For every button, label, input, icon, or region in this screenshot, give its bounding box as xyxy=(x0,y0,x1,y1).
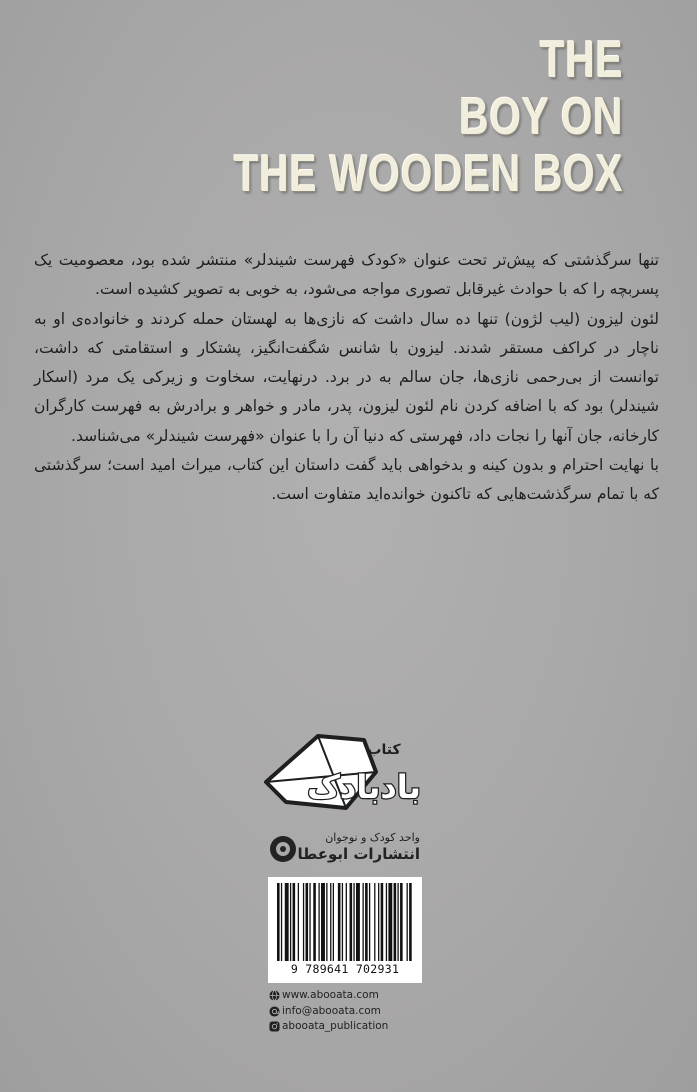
isbn-barcode xyxy=(268,877,422,983)
barcode-bar xyxy=(330,883,331,961)
barcode-bar xyxy=(346,883,347,961)
book-title xyxy=(234,32,623,203)
barcode-bar xyxy=(309,883,310,961)
barcode-bar xyxy=(298,883,299,961)
barcode-bar xyxy=(338,883,341,961)
title-line-1: THE xyxy=(539,31,623,89)
logo-small-text: کتاب xyxy=(367,742,401,758)
contact-instagram[interactable] xyxy=(269,1019,388,1035)
barcode-bar xyxy=(407,883,408,961)
barcode-bar xyxy=(369,883,370,961)
barcode-bar xyxy=(281,883,282,961)
barcode-bar xyxy=(318,883,319,961)
contact-instagram-text: abooata_publication xyxy=(282,1020,389,1032)
publisher-emblem-icon xyxy=(270,836,296,862)
barcode-bar xyxy=(277,883,280,961)
contact-email-text: info@abooata.com xyxy=(282,1004,381,1017)
title-line-3: THE WOODEN BOX xyxy=(233,145,623,203)
barcode-bar xyxy=(374,883,375,961)
barcode-bar xyxy=(290,883,291,961)
barcode-bar xyxy=(409,883,412,961)
contact-list xyxy=(269,988,388,1035)
barcode-bars xyxy=(277,883,413,961)
barcode-bar xyxy=(333,883,334,961)
barcode-bar xyxy=(350,883,353,961)
barcode-bar xyxy=(321,883,325,961)
badbadak-logo-icon xyxy=(256,732,428,822)
globe-icon xyxy=(269,990,280,1001)
barcode-bar xyxy=(388,883,392,961)
publisher-block xyxy=(270,832,420,872)
barcode-bar xyxy=(378,883,379,961)
barcode-bar xyxy=(342,883,343,961)
barcode-bar xyxy=(365,883,368,961)
barcode-bar xyxy=(306,883,309,961)
barcode-bar xyxy=(386,883,387,961)
barcode-bar xyxy=(394,883,397,961)
barcode-bar xyxy=(356,883,360,961)
logo-main-text: بادبادک xyxy=(307,768,421,806)
barcode-bar xyxy=(293,883,296,961)
title-line-2: BOY ON xyxy=(459,88,623,146)
contact-website-text: www.abooata.com xyxy=(282,989,379,1001)
barcode-bar xyxy=(353,883,354,961)
barcode-bar xyxy=(303,883,304,961)
barcode-bar xyxy=(397,883,398,961)
book-blurb: تنها سرگذشتی که پیش‌تر تحت عنوان «کودک فهرست شیندلر» منتشر شده بود، معصومیت یک پسربچه را که با حوادث غیرقابل تصوری مواجه می‌شود، به خوبی به تصویر کشیده است. لئون لیزون (لیب لژون) تنها ده سال داشت که نازی‌ها به لهستان حمله کردند و خانواده‌ی او به ناچار در کراکف مستقر شدند. لیزون با شانس شگفت‌انگیز، پشتکار و استقامتی که داشت، توانست از بی‌رحمی نازی‌ها، جان سالم به در برد. درنهایت، سخاوت و زیرکی یک مرد (اسکار شیندلر) بود که با اضافه کردن نام لئون لیزون، پدر، مادر و خواهر و برادرش به فهرست کارگران کارخانه، جان آنها را نجات داد، فهرستی که دنیا آن را با عنوان «فهرست شیندلر» می‌شناسد. با نهایت احترام و بدون کینه و بدخواهی باید گفت داستان این کتاب، میراث امید است؛ سرگذشتی که با تمام سرگذشت‌هایی که تاکنون خوانده‌اید متفاوت است. xyxy=(34,251,659,504)
barcode-bar xyxy=(400,883,403,961)
contact-email[interactable] xyxy=(269,1004,388,1020)
barcode-bar xyxy=(381,883,384,961)
barcode-number: 9 789641 702931 xyxy=(290,962,400,976)
barcode-bar xyxy=(362,883,363,961)
barcode-bar xyxy=(326,883,327,961)
contact-website[interactable] xyxy=(269,988,388,1004)
instagram-icon xyxy=(269,1021,280,1032)
publisher-name: انتشارات ابوعطا xyxy=(297,845,420,863)
barcode-bar xyxy=(285,883,289,961)
publisher-unit: واحد کودک و نوجوان xyxy=(325,831,420,844)
barcode-bar xyxy=(313,883,316,961)
at-icon xyxy=(269,1006,280,1017)
